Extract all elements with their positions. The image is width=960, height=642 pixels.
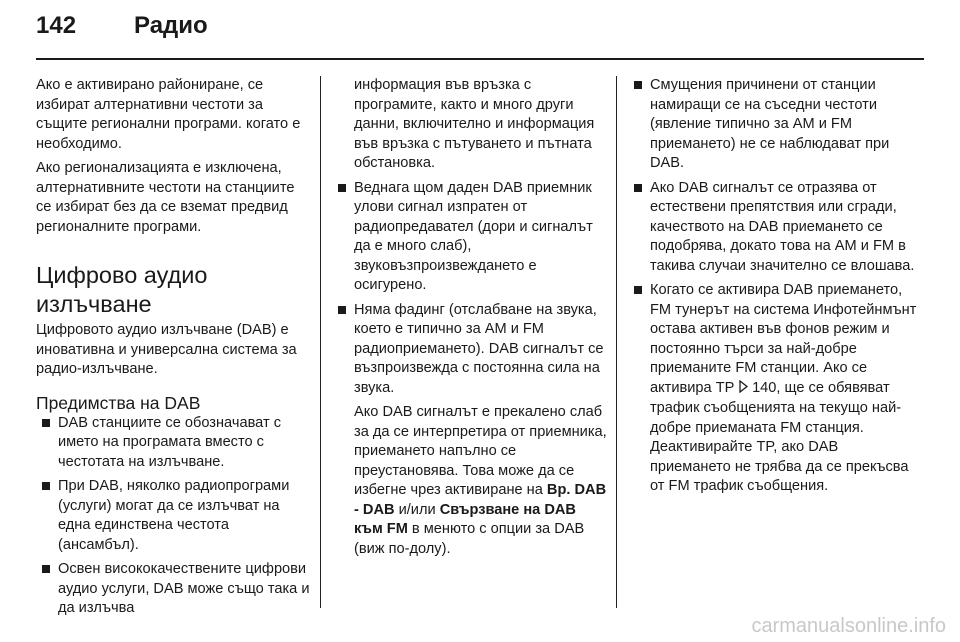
list-item-text-end: , ще се обявяват трафик съобщенията на текущо най-добре приеманата FM станция. Деактивирайте TP, ако DAB приемането не трябва да се прекъсва от FM трафик съобщения. bbox=[650, 379, 909, 494]
paragraph-regionalization-off: Ако регионализацията е изключена, алтернативните честоти на станциите се избират без да се вземат предвид регионалните програми. bbox=[36, 160, 295, 235]
page-number: 142 bbox=[36, 12, 77, 39]
column-divider-2 bbox=[616, 76, 617, 608]
paragraph-dab-intro: Цифровото аудио излъчване (DAB) е иновативна и универсална система за радио-излъчване. bbox=[36, 322, 297, 377]
list-item: Смущения причинени от станции намиращи се на съседни честоти (явление типично за AM и FM приемането) не се наблюдават при DAB. bbox=[628, 76, 918, 174]
list-item-note bbox=[332, 403, 608, 559]
section-heading-dab: Цифрово аудио излъчване bbox=[36, 262, 208, 317]
list-item-text: Когато се активира DAB приемането, FM тунерът на система Инфотейнмънт остава активен във фонов режим и постоянно търси за най-добре приеманите FM станции. Ако се активира TP bbox=[650, 282, 917, 396]
list-item: Ако DAB сигналът се отразява от естествени препятствия или сгради, качеството на DAB приемането се подобрява, докато това на AM и FM в такива случаи значително се влошава. bbox=[628, 179, 918, 277]
column-1 bbox=[36, 76, 312, 624]
watermark: carmanualsonline.info bbox=[751, 615, 946, 637]
list-item: Няма фадинг (отслабване на звука, което е типично за AM и FM радиоприемането). DAB сигналът се възпроизвежда с постоянна сила на звука. bbox=[332, 301, 608, 399]
advantages-list-cont bbox=[332, 76, 608, 559]
page-reference[interactable]: 140 bbox=[752, 379, 777, 396]
column-divider-1 bbox=[320, 76, 321, 608]
advantages-list bbox=[36, 414, 312, 619]
menu-option-dab-fm: Свързване на DAB към FM bbox=[354, 501, 576, 537]
column-3 bbox=[628, 76, 918, 502]
arrow-ref-icon bbox=[738, 380, 749, 400]
advantages-list-cont-2 bbox=[628, 76, 918, 497]
list-item: Освен висококачествените цифрови аудио услуги, DAB може също така и да излъчва bbox=[36, 560, 312, 619]
subheading-dab-advantages: Предимства на DAB bbox=[36, 392, 201, 413]
header-rule bbox=[36, 58, 924, 60]
menu-option-dab-dab: Вр. DAB - DAB bbox=[354, 482, 607, 518]
column-2 bbox=[332, 76, 608, 564]
note-text-end: в менюто с опции за DAB (виж по-долу). bbox=[354, 521, 585, 557]
list-item: Веднага щом даден DAB приемник улови сигнал изпратен от радиопредавател (дори и сигналът да е много слаб), звуковъзпроизвеждането е осигурено. bbox=[332, 179, 608, 296]
list-item: DAB станциите се обозначават с името на програмата вместо с честотата на излъчване. bbox=[36, 414, 312, 473]
chapter-title: Радио bbox=[134, 12, 208, 39]
note-text: Ако DAB сигналът е прекалено слаб за да се интерпретира от приемника, приемането напълно се преустановява. Това може да се избегне чрез активиране на bbox=[354, 404, 607, 498]
paragraph-regionalization-on: Ако е активирано райониране, се избират алтернативни честоти за същите регионални програми. когато е необходимо. bbox=[36, 77, 301, 152]
conjunction-text: и/или bbox=[394, 501, 440, 518]
list-item: информация във връзка с програмите, както и много други данни, включително и информация във връзка с пътуването и пътната обстановка. bbox=[354, 77, 595, 171]
list-item bbox=[628, 281, 918, 497]
page-header bbox=[36, 12, 926, 54]
list-item: При DAB, няколко радиопрограми (услуги) могат да се излъчват на една единствена честота (ансамбъл). bbox=[36, 477, 312, 555]
